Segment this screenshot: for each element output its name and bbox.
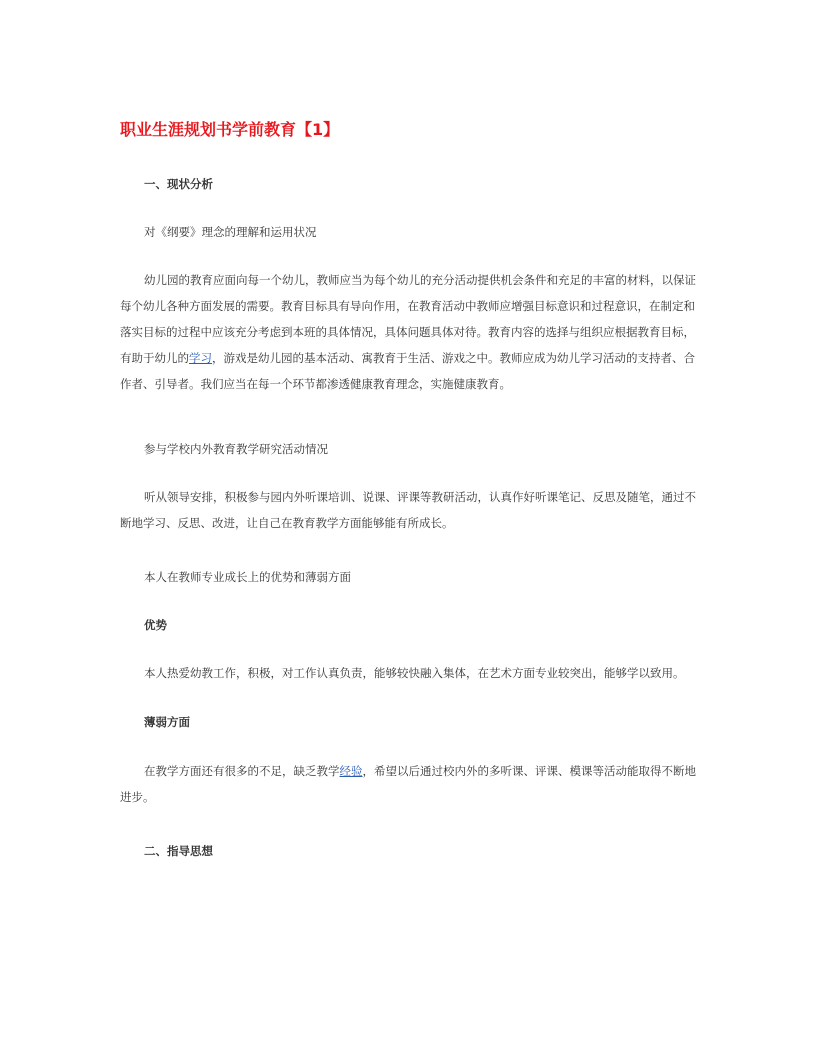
paragraph-text-start: 幼儿园的教育应面向每一个幼儿，教师应当为每个幼儿的充分活动提供机会条件和充足的丰富的材料，以保证每个幼儿各种方面发展的需要。教育目标具有导向作用，在教育活动中教师应增强目标意识和过程意识，在制定和落实目标的过程中应该充分考虑到本班的具体情况，具体问题具体对待。教育内容的选择与组织应根据教育目标，有助于幼儿的 <box>120 273 696 365</box>
subheading-professional-growth: 本人在教师专业成长上的优势和薄弱方面 <box>144 570 351 584</box>
weakness-text-end: ，希望以后通过校内外的多听课、评课、模课等活动能取得不断地进步。 <box>120 764 696 804</box>
paragraph-research-activities: 听从领导安排，积极参与园内外听课培训、说课、评课等教研活动，认真作好听课笔记、反思及随笔，通过不断地学习、反思、改进，让自己在教育教学方面能够能有所成长。 <box>120 490 696 530</box>
subheading-outline-concept: 对《纲要》理念的理解和运用状况 <box>144 225 317 239</box>
weakness-heading: 薄弱方面 <box>144 715 190 729</box>
subheading-research-activities: 参与学校内外教育教学研究活动情况 <box>144 442 328 456</box>
strength-paragraph: 本人热爱幼教工作，积极，对工作认真负责，能够较快融入集体，在艺术方面专业较突出，能够学以致用。 <box>144 666 685 680</box>
weakness-paragraph <box>120 758 705 810</box>
strength-heading: 优势 <box>144 618 167 632</box>
document-title: 职业生涯规划书学前教育【1】 <box>120 120 340 139</box>
paragraph-outline-concept <box>120 267 705 397</box>
weakness-text-start: 在教学方面还有很多的不足，缺乏教学 <box>144 764 340 778</box>
section-heading-analysis: 一、现状分析 <box>144 177 213 191</box>
section-heading-guiding-ideology: 二、指导思想 <box>144 844 213 858</box>
paragraph-text-end: ，游戏是幼儿园的基本活动、寓教育于生活、游戏之中。教师应成为幼儿学习活动的支持者、合作者、引导者。我们应当在每一个环节都渗透健康教育理念，实施健康教育。 <box>120 351 695 391</box>
link-study[interactable]: 学习 <box>189 351 212 365</box>
link-experience[interactable]: 经验 <box>339 764 363 778</box>
